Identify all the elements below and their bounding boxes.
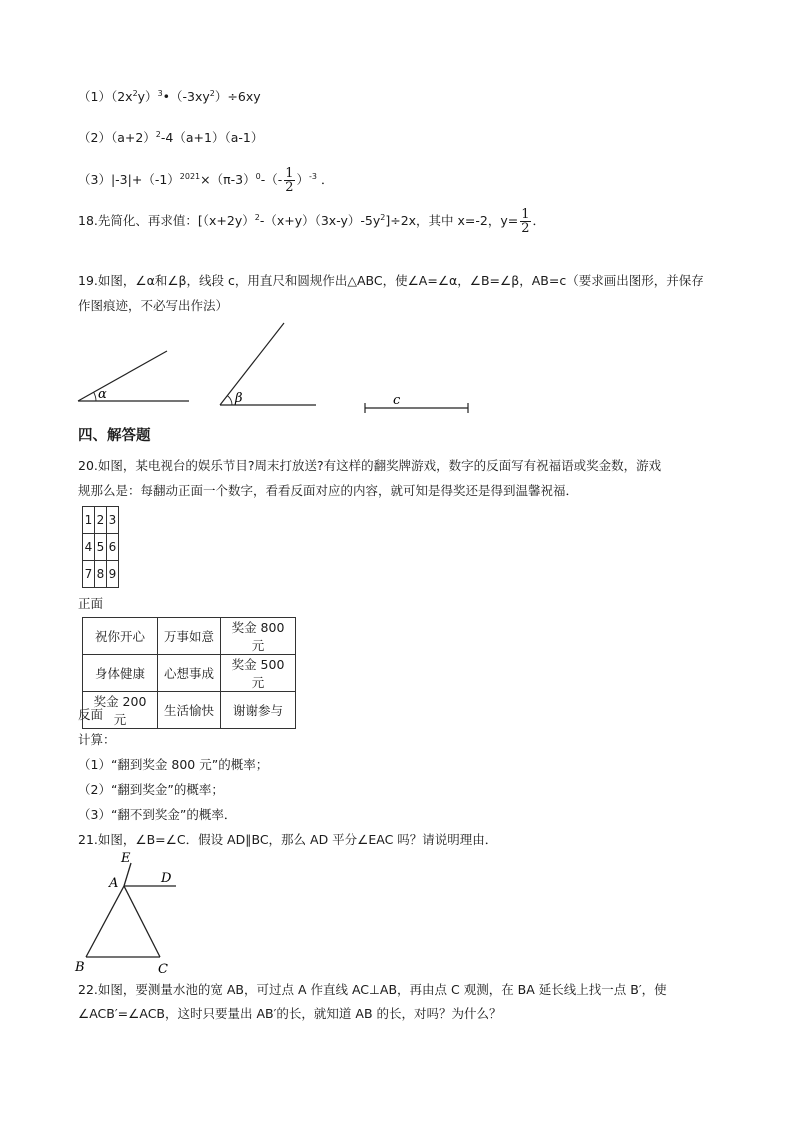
table-cell: 生活愉快 <box>158 692 221 729</box>
grid-cell[interactable]: 7 <box>83 561 95 588</box>
angle-alpha-figure <box>74 346 194 406</box>
table-cell: 心想事成 <box>158 655 221 692</box>
point-c-label: C <box>158 962 168 977</box>
front-number-grid <box>82 506 119 588</box>
grid-cell[interactable]: 2 <box>95 507 107 534</box>
grid-cell[interactable]: 6 <box>107 534 119 561</box>
table-row <box>83 692 296 729</box>
table-row <box>83 618 296 655</box>
point-d-label: D <box>161 871 172 886</box>
grid-cell[interactable]: 9 <box>107 561 119 588</box>
angle-beta-figure <box>214 320 324 410</box>
point-a-label: A <box>109 876 119 891</box>
q20-line2: 规那么是：每翻动正面一个数字，看看反面对应的内容，就可知是得奖还是得到温馨祝福． <box>78 483 579 498</box>
q20-c2: （2）“翻到奖金”的概率； <box>78 782 224 797</box>
q17-part3: $(3)|-3|+(-1)^{2021}\times(\pi-3)^0-(-$ $\frac{1}{2}$ ）$^{-3}$ ． <box>78 166 334 195</box>
table-cell: 奖金 500 元 <box>221 655 296 692</box>
table-row <box>83 507 119 534</box>
section-heading: 四、解答题 <box>78 428 151 444</box>
fraction-one-half: $\frac{1}{2}$ <box>521 207 530 236</box>
grid-cell[interactable]: 5 <box>95 534 107 561</box>
table-cell: 万事如意 <box>158 618 221 655</box>
q20-line1: 20.如图，某电视台的娱乐节目?周末打放送?有这样的翻奖牌游戏，数字的反面写有祝福语或奖金数，游戏 <box>78 458 662 473</box>
table-cell: 祝你开心 <box>83 618 158 655</box>
front-label: 正面 <box>78 596 104 611</box>
q19-line2: 作图痕迹，不必写出作法） <box>78 298 229 313</box>
q21-text: 21.如图，∠B=∠C．假设 AD∥BC，那么 AD 平分∠EAC 吗？请说明理由． <box>78 832 498 847</box>
table-cell: 奖金 200 元 <box>83 692 158 729</box>
beta-label: β <box>235 391 243 406</box>
q18-text: 18.先简化、再求值：$[(x+2y)^2-(x+y)(3x-y)-5y^2]\div 2x$，其中 x=-2，y= $\frac{1}{2}$ ． <box>78 207 546 236</box>
grid-cell[interactable]: 8 <box>95 561 107 588</box>
point-e-label: E <box>121 851 131 866</box>
table-row <box>83 534 119 561</box>
q22-line1: 22.如图，要测量水池的宽 AB，可过点 A 作直线 AC⊥AB，再由点 C 观测，在 BA 延长线上找一点 B′，使 <box>78 982 667 997</box>
table-cell: 身体健康 <box>83 655 158 692</box>
q20-c3: （3）“翻不到奖金”的概率． <box>78 807 237 822</box>
table-row <box>83 655 296 692</box>
c-label: c <box>393 393 401 408</box>
q22-line2: ∠ACB′=∠ACB，这时只要量出 AB′的长，就知道 AB 的长，对吗？为什么？ <box>78 1006 502 1021</box>
table-cell: 奖金 800 元 <box>221 618 296 655</box>
grid-cell[interactable]: 4 <box>83 534 95 561</box>
q17-part2: $(2)(a+2)^2-4(a+1)(a-1)$ <box>78 130 264 145</box>
fraction-one-half: $\frac{1}{2}$ <box>285 166 294 195</box>
q20-c1: （1）“翻到奖金 800 元”的概率； <box>78 757 269 772</box>
alpha-label: α <box>98 387 107 402</box>
table-row <box>83 561 119 588</box>
q17-part1: $(1)(2x^2y)^3•(-3xy^2)\div 6xy$ <box>78 89 261 104</box>
segment-c-figure <box>362 392 472 416</box>
q19-line1: 19.如图，∠α和∠β，线段 c，用直尺和圆规作出△ABC，使∠A=∠α，∠B=∠β，AB=c（要求画出图形，并保存 <box>78 273 704 288</box>
table-cell: 谢谢参与 <box>221 692 296 729</box>
back-label: 反面 <box>78 707 104 722</box>
grid-cell[interactable]: 1 <box>83 507 95 534</box>
triangle-figure <box>72 848 192 978</box>
calc-label: 计算： <box>78 732 116 747</box>
back-content-table <box>82 617 296 729</box>
point-b-label: B <box>75 960 85 975</box>
grid-cell[interactable]: 3 <box>107 507 119 534</box>
